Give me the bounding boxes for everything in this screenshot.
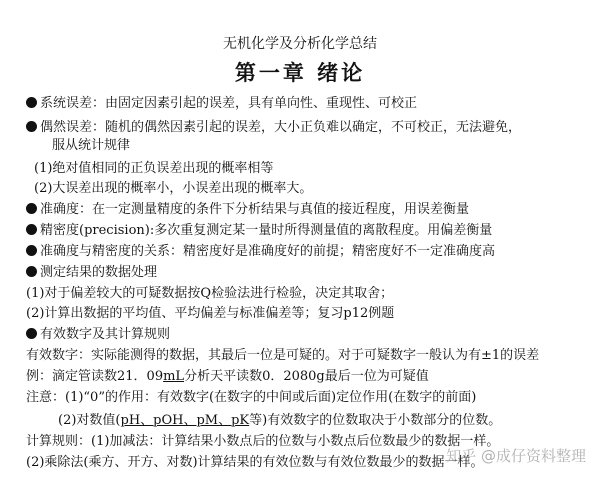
unit-ml: mL xyxy=(163,369,185,384)
bullet-icon xyxy=(26,245,37,256)
note-q-test: (1)对于偏差较大的可疑数据按Q检验法进行检验，决定其取舍； xyxy=(26,286,394,301)
note-logarithm-values: (2)对数值(pH、pOH、pM、pK等)有效数字的位数取决于小数部分的位数。 xyxy=(58,413,502,428)
note-example: 例：滴定管读数21．09mL分析天平读数0．2080g最后一位为可疑值 xyxy=(26,369,429,384)
note-random-error-rule-1: (1)绝对值相同的正负误差出现的概率相等 xyxy=(34,161,274,176)
note-multiplication-rule: (2)乘除法(乘方、开方、对数)计算结果的有效位数与有效位数最少的数据一样。 xyxy=(26,455,484,470)
note-average-deviation: (2)计算出数据的平均值、平均偏差与标准偏差等；复习p12例题 xyxy=(26,306,395,321)
watermark: 知乎 @成仔资料整理 xyxy=(446,447,586,465)
bullet-icon xyxy=(26,224,37,235)
note-random-error: 偶然误差：随机的偶然因素引起的误差，大小正负难以确定，不可校正，无法避免， xyxy=(26,119,521,137)
note-significant-figures-definition: 有效数字：实际能测得的数据，其最后一位是可疑的。对于可疑数字一般认为有±1的误差 xyxy=(26,348,540,363)
bullet-icon xyxy=(26,266,37,277)
bullet-icon xyxy=(26,97,37,108)
chapter-title: 第一章 绪论 xyxy=(234,60,366,85)
note-accuracy-precision-relation: 准确度与精密度的关系：精密度好是准确度好的前提；精密度好不一定准确度高 xyxy=(26,243,495,261)
document-title: 无机化学及分析化学总结 xyxy=(223,36,377,52)
note-addition-rule: 计算规则：(1)加减法：计算结果小数点后的位数与小数点后位数最少的数据一样。 xyxy=(26,434,500,449)
note-zero-role: 注意：(1)“0”的作用：有效数字(在数字的中间或后面)定位作用(在数字的前面) xyxy=(26,390,477,405)
bullet-icon xyxy=(26,328,37,339)
bullet-icon xyxy=(26,121,37,132)
note-systematic-error: 系统误差：由固定因素引起的误差，具有单向性、重现性、可校正 xyxy=(26,95,417,113)
note-significant-figures: 有效数字及其计算规则 xyxy=(26,326,170,344)
note-random-error-rule-2: (2)大误差出现的概率小，小误差出现的概率大。 xyxy=(34,181,313,196)
log-quantities: pH、pOH、pM、pK xyxy=(120,413,250,428)
note-accuracy: 准确度：在一定测量精度的条件下分析结果与真值的接近程度，用误差衡量 xyxy=(26,201,469,219)
note-data-processing: 测定结果的数据处理 xyxy=(26,264,157,282)
bullet-icon xyxy=(26,203,37,214)
note-random-error-continued: 服从统计规律 xyxy=(52,138,131,153)
note-precision: 精密度(precision):多次重复测定某一量时所得测量值的离散程度。用偏差衡量 xyxy=(26,222,492,240)
